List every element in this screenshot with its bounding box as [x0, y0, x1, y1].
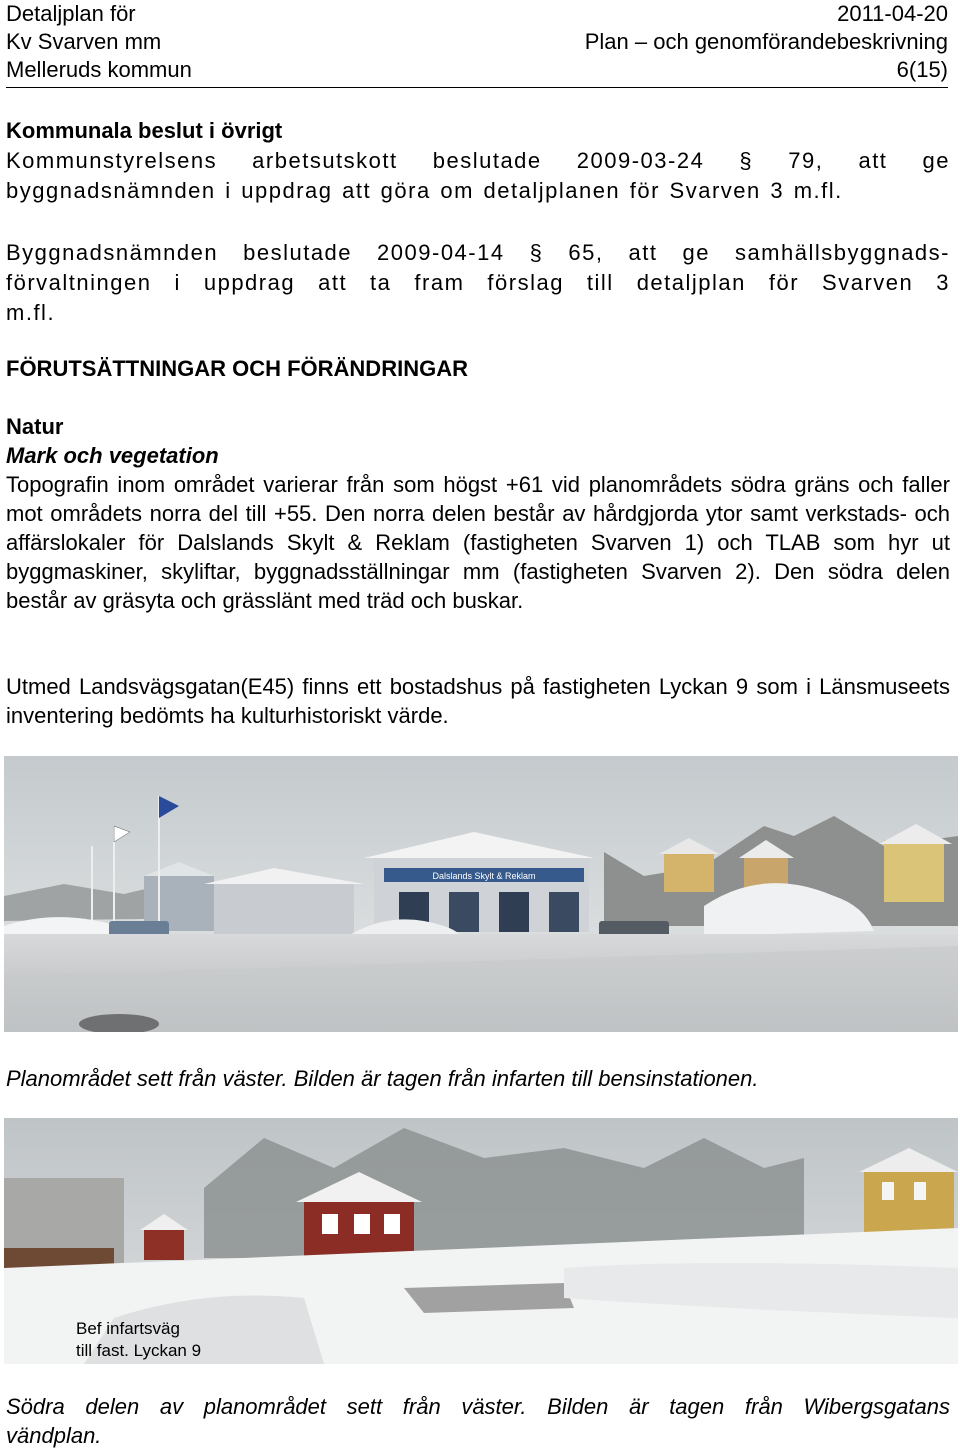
header-date: 2011-04-20	[837, 1, 948, 26]
header-row-2	[6, 28, 948, 56]
header-divider	[6, 87, 948, 88]
building-sign-text: Dalslands Skylt & Reklam	[432, 871, 536, 881]
caption-photo-2-line1: Södra delen av planområdet sett från väster. Bilden är tagen från Wibergsgatans	[6, 1394, 950, 1419]
label-infartsvag-line1: Bef infartsväg	[76, 1319, 180, 1338]
header-doc-type: Detaljplan för	[6, 1, 136, 26]
para-ksau-line1: Kommunstyrelsens arbetsutskott beslutade 2009-03-24 § 79, att ge	[6, 148, 950, 173]
caption-photo-1: Planområdet sett från väster. Bilden är tagen från infarten till bensinstationen.	[6, 1066, 759, 1091]
photo-1-illustration	[4, 756, 958, 1032]
header-plan-name: Kv Svarven mm	[6, 29, 162, 54]
page-header	[6, 0, 948, 92]
para-topografi: Topografin inom området varierar från som högst +61 vid planområdets södra gräns och faller mot områdets norra del till +55. Den norra delen består av hårdgjorda ytor samt verkstads- och affärslokaler för Dalslands Skylt & Reklam (fastigheten Svarven 1) och TLAB som hyr ut byggmaskiner, skyliftar, byggnadsställningar mm (fastigheten Svarven 2). Den södra delen består av gräsyta och grässlänt med träd och buskar.	[6, 472, 950, 613]
header-municipality: Melleruds kommun	[6, 57, 192, 82]
photo-planomradet-vaster	[4, 756, 958, 1032]
heading-forutsattningar: FÖRUTSÄTTNINGAR OCH FÖRÄNDRINGAR	[6, 356, 468, 381]
para-ksau-line2: byggnadsnämnden i uppdrag att göra om detaljplanen för Svarven 3 m.fl.	[6, 178, 843, 203]
para-bn-line3: m.fl.	[6, 300, 56, 325]
para-landsvagsgatan: Utmed Landsvägsgatan(E45) finns ett bostadshus på fastigheten Lyckan 9 som i Länsmuseets inventering bedömts ha kulturhistoriskt värde.	[6, 674, 950, 728]
para-bn-line2: förvaltningen i uppdrag att ta fram förslag till detaljplan för Svarven 3	[6, 270, 950, 295]
header-page-number: 6(15)	[896, 57, 948, 82]
para-bn-line1: Byggnadsnämnden beslutade 2009-04-14 § 65, att ge samhällsbyggnads-	[6, 240, 950, 265]
heading-natur: Natur	[6, 414, 64, 439]
heading-mark-och-vegetation: Mark och vegetation	[6, 443, 219, 468]
heading-kommunala-beslut: Kommunala beslut i övrigt	[6, 118, 283, 143]
label-infartsvag-line2: till fast. Lyckan 9	[76, 1341, 202, 1360]
header-row-3	[6, 56, 948, 84]
header-doc-title: Plan – och genomförandebeskrivning	[584, 29, 948, 54]
caption-photo-2-line2: vändplan.	[6, 1423, 102, 1448]
header-row-1	[6, 0, 948, 28]
